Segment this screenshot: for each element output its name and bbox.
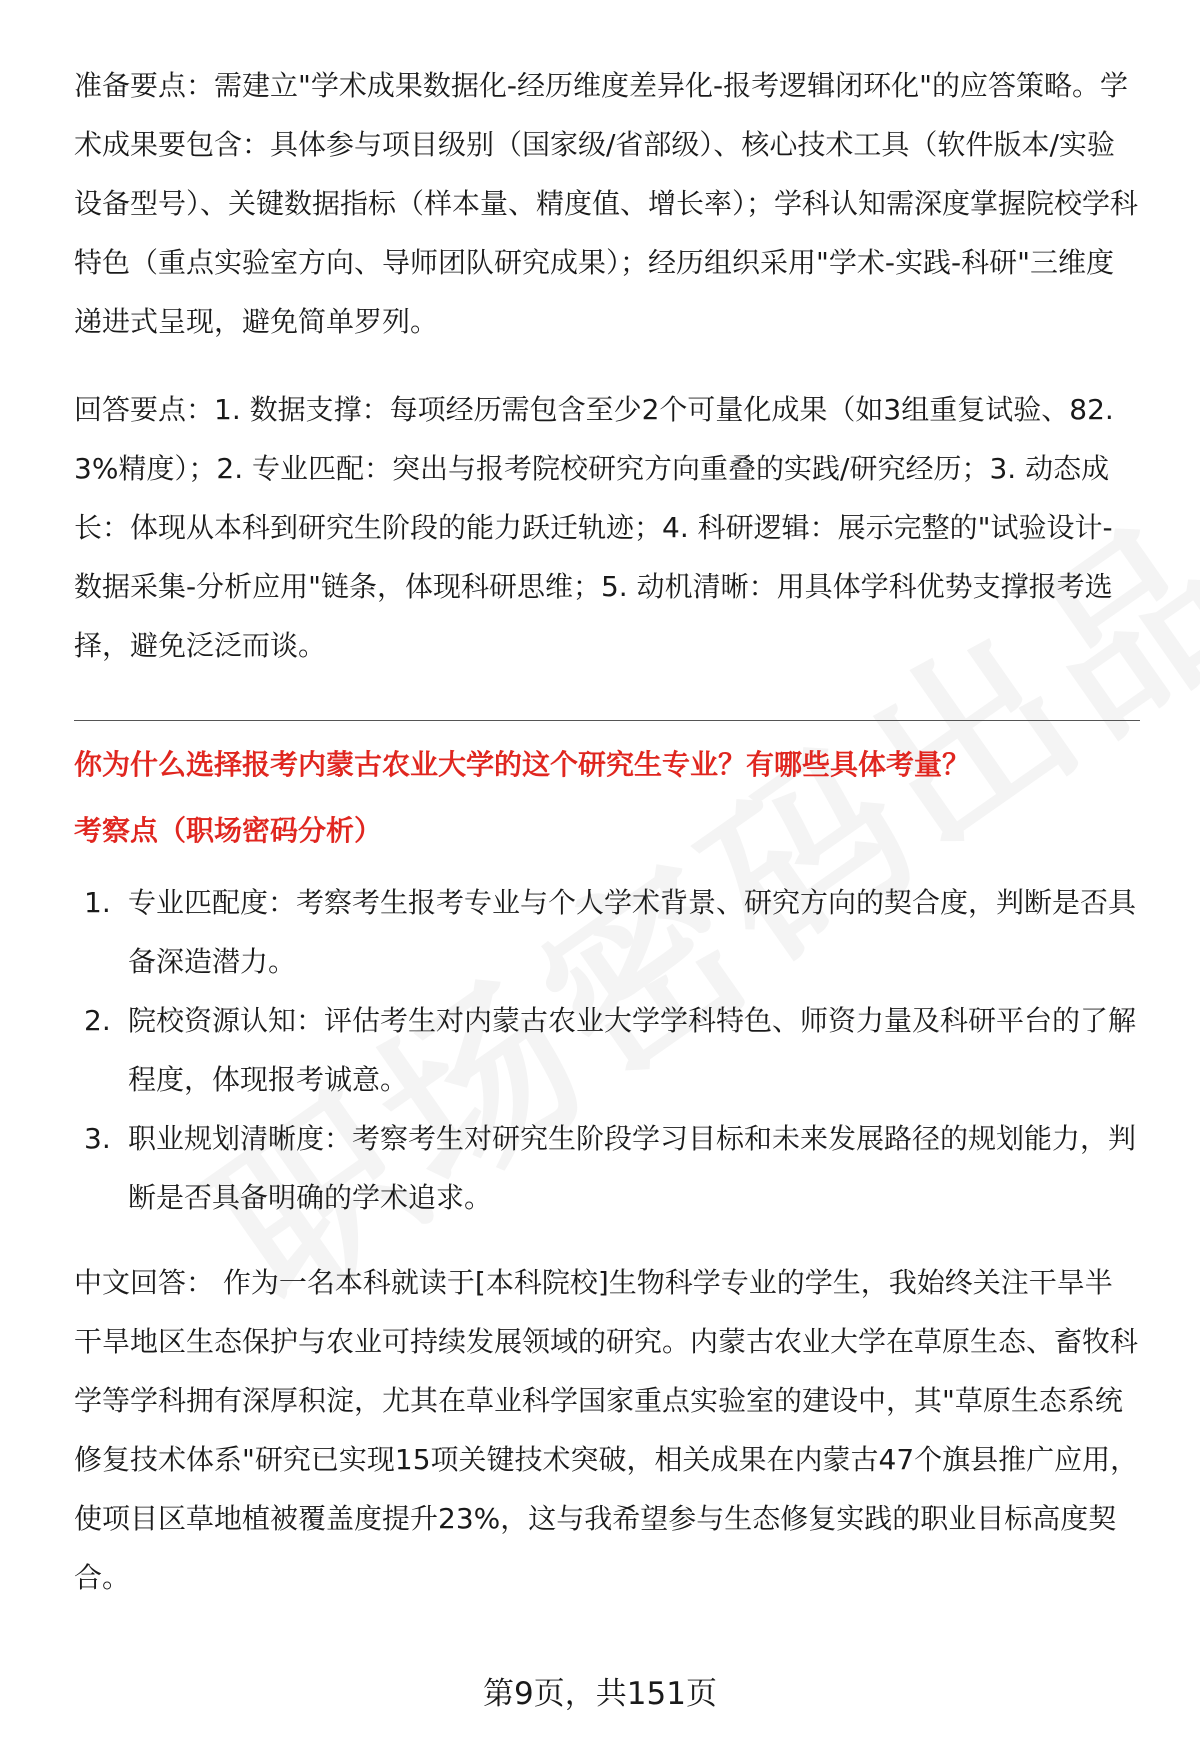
section-divider <box>74 720 1140 721</box>
list-item-text: 职业规划清晰度：考察考生对研究生阶段学习目标和未来发展路径的规划能力，判断是否具备明确的学术追求。 <box>128 1122 1137 1214</box>
list-item <box>74 1109 1140 1227</box>
assessment-points-list <box>74 873 1140 1227</box>
answer-points-paragraph: 回答要点：1. 数据支撑：每项经历需包含至少2个可量化成果（如3组重复试验、82.3%精度）；2. 专业匹配：突出与报考院校研究方向重叠的实践/研究经历；3. 动态成长：体现从本科到研究生阶段的能力跃迁轨迹；4. 科研逻辑：展示完整的"试验设计-数据采集-分析应用"链条，体现科研思维；5. 动机清晰：用具体学科优势支撑报考选择，避免泛泛而谈。 <box>74 393 1114 662</box>
prep-paragraph: 准备要点：需建立"学术成果数据化-经历维度差异化-报考逻辑闭环化"的应答策略。学术成果要包含：具体参与项目级别（国家级/省部级）、核心技术工具（软件版本/实验设备型号）、关键数据指标（样本量、精度值、增长率）；学科认知需深度掌握院校学科特色（重点实验室方向、导师团队研究成果）；经历组织采用"学术-实践-科研"三维度递进式呈现，避免简单罗列。 <box>74 69 1139 338</box>
list-item-text: 专业匹配度：考察考生报考专业与个人学术背景、研究方向的契合度，判断是否具备深造潜力。 <box>128 886 1137 978</box>
list-item-number: 1. <box>84 886 111 919</box>
list-item-text: 院校资源认知：评估考生对内蒙古农业大学学科特色、师资力量及科研平台的了解程度，体现报考诚意。 <box>128 1004 1137 1096</box>
interview-question: 你为什么选择报考内蒙古农业大学的这个研究生专业？有哪些具体考量？ <box>74 748 971 781</box>
assessment-heading: 考察点（职场密码分析） <box>74 814 383 847</box>
list-item <box>74 873 1140 991</box>
page-number-footer: 第9页，共151页 <box>483 1676 717 1712</box>
document-page <box>74 56 1140 1607</box>
chinese-answer-paragraph: 中文回答： 作为一名本科就读于[本科院校]生物科学专业的学生，我始终关注干旱半干旱地区生态保护与农业可持续发展领域的研究。内蒙古农业大学在草原生态、畜牧科学等学科拥有深厚积淀，尤其在草业科学国家重点实验室的建设中，其"草原生态系统修复技术体系"研究已实现15项关键技术突破，相关成果在内蒙古47个旗县推广应用，使项目区草地植被覆盖度提升23%，这与我希望参与生态修复实践的职业目标高度契合。 <box>74 1266 1139 1594</box>
list-item-number: 3. <box>84 1122 111 1155</box>
list-item-number: 2. <box>84 1004 111 1037</box>
list-item <box>74 991 1140 1109</box>
